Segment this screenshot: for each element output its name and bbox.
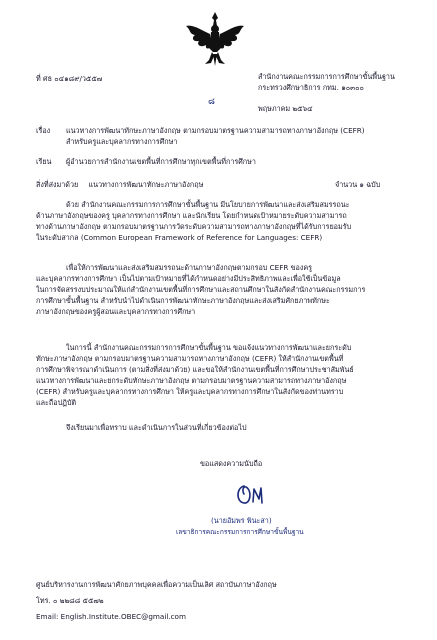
footer-phone: โทร. ๐ ๒๒๘๘ ๕๕๗๒ <box>36 596 104 605</box>
office-name: สำนักงานคณะกรรมการการศึกษาขั้นพื้นฐาน <box>258 72 395 81</box>
paragraph-line: ในการนี้ สำนักงานคณะกรรมการการศึกษาขั้นพื้นฐาน ขอแจ้งแนวทางการพัฒนาและยกระดับ <box>66 343 352 352</box>
handwritten-signature <box>234 482 270 508</box>
paragraph-1 <box>36 199 404 243</box>
date-day: ๘ <box>208 97 215 107</box>
paragraph-line: และบุคลากรทางการศึกษา เป็นไปตามเป้าหมายที่ได้กำหนดอย่างมีประสิทธิภาพและเพื่อใช้เป็นข้อมูล <box>36 274 341 283</box>
paragraph-line: ด้วย สำนักงานคณะกรรมการการศึกษาขั้นพื้นฐาน มีนโยบายการพัฒนาและส่งเสริมสมรรถนะ <box>66 200 350 209</box>
signatory-name: (นายอัมพร พินะสา) <box>211 516 272 525</box>
garuda-emblem-icon <box>183 8 247 68</box>
signatory-position: เลขาธิการคณะกรรมการการศึกษาขั้นพื้นฐาน <box>176 528 304 536</box>
recipient-label: เรียน <box>36 157 52 166</box>
paragraph-line: แนวทางการพัฒนาและยกระดับทักษะภาษาอังกฤษ ตามกรอบมาตรฐานความสามารถทางภาษาอังกฤษ <box>36 376 347 385</box>
recipient-row <box>36 157 256 167</box>
paragraph-line: ทางด้านภาษาอังกฤษ ตามกรอบมาตรฐานการวัดระดับความสามารถทางภาษาอังกฤษที่ได้รับการยอมรับ <box>36 222 352 231</box>
paragraph-line: ภาษาอังกฤษของครูผู้สอนและบุคลากรทางการศึกษา <box>36 307 196 316</box>
paragraph-line: และถือปฏิบัติ <box>36 398 77 407</box>
paragraph-line: ในการจัดสรรงบประมาณให้แก่สำนักงานเขตพื้นที่การศึกษาและสถานศึกษาในสังกัดสำนักงานคณะกรรมการ <box>36 285 366 294</box>
subject-line-1: แนวทางการพัฒนาทักษะภาษาอังกฤษ ตามกรอบมาตรฐานความสามารถทางภาษาอังกฤษ (CEFR) <box>66 126 365 135</box>
paragraph-line: ทักษะภาษาอังกฤษ ตามกรอบมาตรฐานความสามารถทางภาษาอังกฤษ (CEFR) ให้สำนักงานเขตพื้นที่ <box>36 354 344 363</box>
enclosure-text: แนวทางการพัฒนาทักษะภาษาอังกฤษ <box>88 180 204 189</box>
subject-row <box>36 126 365 136</box>
reference-number: ที่ ศธ ๐๔๑๘๙/ว๕๕๗ <box>36 74 103 83</box>
paragraph-3 <box>36 342 404 408</box>
closing-request: จึงเรียนมาเพื่อทราบ และดำเนินการในส่วนที่เกี่ยวข้องต่อไป <box>66 423 247 432</box>
paragraph-line: (CEFR) สำหรับครูและบุคลากรทางการศึกษา ให้ครูและบุคลากรทางการศึกษาในสังกัดของท่านทราบ <box>36 387 344 396</box>
paragraph-line: เพื่อให้การพัฒนาและส่งเสริมสมรรถนะด้านภาษาอังกฤษตามกรอบ CEFR ของครู <box>66 263 313 272</box>
footer-unit: ศูนย์บริหารงานการพัฒนาศักยภาพบุคคลเพื่อความเป็นเลิศ สถาบันภาษาอังกฤษ <box>36 580 277 589</box>
enclosure-row <box>36 180 203 190</box>
recipient-text: ผู้อำนวยการสำนักงานเขตพื้นที่การศึกษาทุกเขตพื้นที่การศึกษา <box>66 157 256 166</box>
footer-email[interactable]: Email: English.Institute.OBEC@gmail.com <box>36 612 186 621</box>
paragraph-line: ในระดับสากล (Common European Framework of Reference for Languages: CEFR) <box>36 233 323 242</box>
paragraph-line: ด้านภาษาอังกฤษของครู บุคลากรทางการศึกษา และนักเรียน โดยกำหนดเป้าหมายระดับความสามารถ <box>36 211 347 220</box>
enclosure-count: จำนวน ๑ ฉบับ <box>335 180 381 189</box>
letter-date: พฤษภาคม ๒๕๖๔ <box>258 104 313 113</box>
closing-salutation: ขอแสดงความนับถือ <box>200 459 263 468</box>
paragraph-2 <box>36 262 404 317</box>
enclosure-label: สิ่งที่ส่งมาด้วย <box>36 180 79 189</box>
paragraph-line: การศึกษาพิจารณาดำเนินการ (ตามสิ่งที่ส่งมาด้วย) และขอให้สำนักงานเขตพื้นที่การศึกษาประชาสัมพันธ์ <box>36 365 354 374</box>
paragraph-line: การศึกษาขั้นพื้นฐาน สำหรับนำไปดำเนินการพัฒนาทักษะภาษาอังกฤษและส่งเสริมศักยภาพทักษะ <box>36 296 330 305</box>
office-address: กระทรวงศึกษาธิการ กทม. ๑๐๓๐๐ <box>258 83 364 92</box>
subject-line-2: สำหรับครูและบุคลากรทางการศึกษา <box>66 137 178 146</box>
subject-label: เรื่อง <box>36 126 51 135</box>
